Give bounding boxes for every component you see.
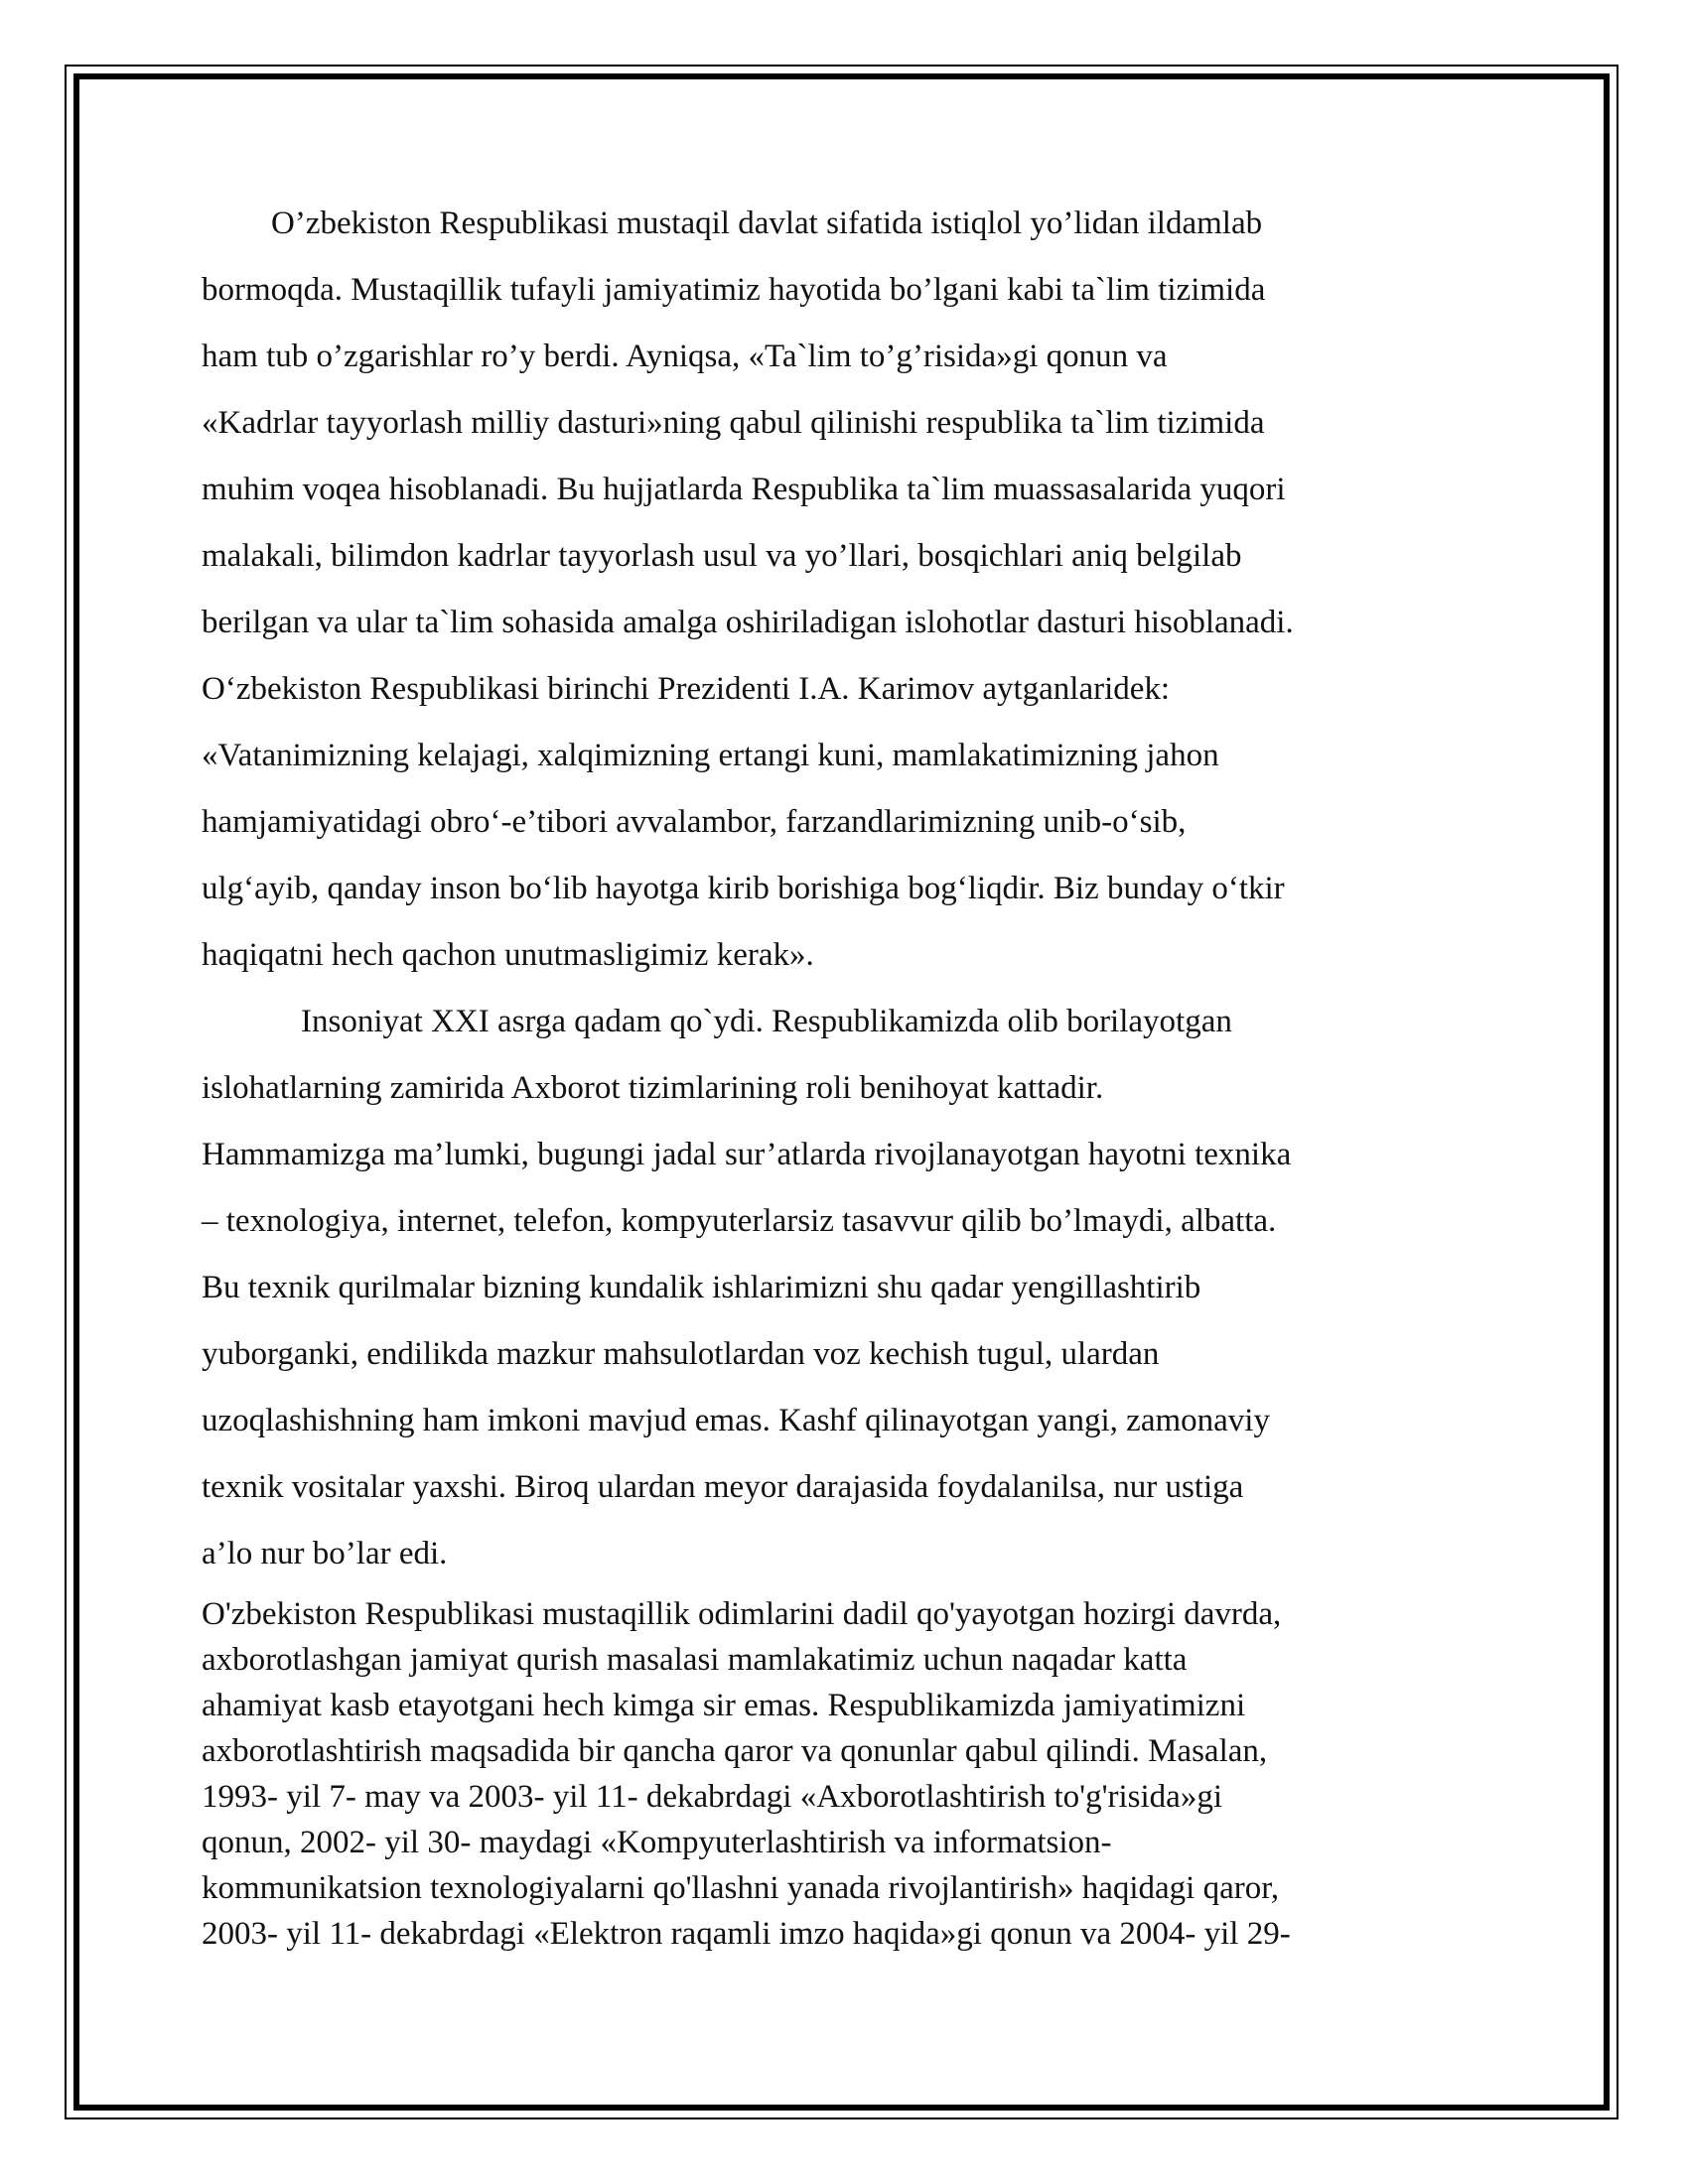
text-line: O‘zbekiston Respublikasi birinchi Prezidenti I.A. Karimov aytganlaridek: <box>202 671 1171 707</box>
text-line: haqiqatni hech qachon unutmasligimiz kerak». <box>202 937 814 973</box>
text-line: berilgan va ular ta`lim sohasida amalga oshiriladigan islohotlar dasturi hisoblanadi. <box>202 605 1294 640</box>
paragraph-1 <box>202 191 1492 989</box>
text-line: Insoniyat XXI asrga qadam qo`ydi. Respublikamizda olib borilayotgan <box>301 1004 1232 1039</box>
text-line: ahamiyat kasb etayotgani hech kimga sir emas. Respublikamizda jamiyatimizni <box>202 1688 1246 1723</box>
text-line: «Kadrlar tayyorlash milliy dasturi»ning qabul qilinishi respublika ta`lim tizimida <box>202 405 1265 441</box>
document-body <box>202 191 1492 1957</box>
text-line: ham tub o’zgarishlar ro’y berdi. Ayniqsa, «Ta`lim to’g’risida»gi qonun va <box>202 339 1168 374</box>
text-line: 2003- yil 11- dekabrdagi «Elektron raqamli imzo haqida»gi qonun va 2004- yil 29- <box>202 1916 1291 1952</box>
text-line: hamjamiyatidagi obro‘-e’tibori avvalambor, farzandlarimizning unib-o‘sib, <box>202 804 1187 840</box>
text-line: muhim voqea hisoblanadi. Bu hujjatlarda Respublika ta`lim muassasalarida yuqori <box>202 472 1286 507</box>
text-line: a’lo nur bo’lar edi. <box>202 1536 448 1571</box>
text-line: qonun, 2002- yil 30- maydagi «Kompyuterlashtirish va informatsion- <box>202 1825 1112 1860</box>
text-line: ulg‘ayib, qanday inson bo‘lib hayotga kirib borishiga bog‘liqdir. Biz bunday o‘tkir <box>202 871 1285 906</box>
text-line: islohatlarning zamirida Axborot tizimlarining roli benihoyat kattadir. <box>202 1070 1104 1106</box>
text-line: texnik vositalar yaxshi. Biroq ulardan meyor darajasida foydalanilsa, nur ustiga <box>202 1469 1244 1505</box>
text-line: uzoqlashishning ham imkoni mavjud emas. Kashf qilinayotgan yangi, zamonaviy <box>202 1403 1270 1438</box>
text-line: axborotlashtirish maqsadida bir qancha qaror va qonunlar qabul qilindi. Masalan, <box>202 1733 1268 1769</box>
text-line: bormoqda. Mustaqillik tufayli jamiyatimiz hayotida bo’lgani kabi ta`lim tizimida <box>202 272 1266 308</box>
text-line: – texnologiya, internet, telefon, kompyuterlarsiz tasavvur qilib bo’lmaydi, albatta. <box>202 1203 1277 1239</box>
text-line: O’zbekiston Respublikasi mustaqil davlat sifatida istiqlol yo’lidan ildamlab <box>271 205 1263 241</box>
text-line: «Vatanimizning kelajagi, xalqimizning ertangi kuni, mamlakatimizning jahon <box>202 738 1219 773</box>
text-line: Hammamizga ma’lumki, bugungi jadal sur’atlarda rivojlanayotgan hayotni texnika <box>202 1137 1292 1172</box>
text-line: axborotlashgan jamiyat qurish masalasi mamlakatimiz uchun naqadar katta <box>202 1642 1188 1678</box>
paragraph-3 <box>202 1591 1492 1957</box>
paragraph-2 <box>202 989 1492 1587</box>
text-line: kommunikatsion texnologiyalarni qo'llashni yanada rivojlantirish» haqidagi qaror, <box>202 1870 1280 1906</box>
text-line: yuborganki, endilikda mazkur mahsulotlardan voz kechish tugul, ulardan <box>202 1336 1160 1372</box>
text-line: O'zbekiston Respublikasi mustaqillik odimlarini dadil qo'yayotgan hozirgi davrda, <box>202 1596 1282 1632</box>
text-line: 1993- yil 7- may va 2003- yil 11- dekabrdagi «Axborotlashtirish to'g'risida»gi <box>202 1779 1222 1815</box>
text-line: Bu texnik qurilmalar bizning kundalik ishlarimizni shu qadar yengillashtirib <box>202 1270 1201 1305</box>
text-line: malakali, bilimdon kadrlar tayyorlash usul va yo’llari, bosqichlari aniq belgilab <box>202 538 1242 574</box>
